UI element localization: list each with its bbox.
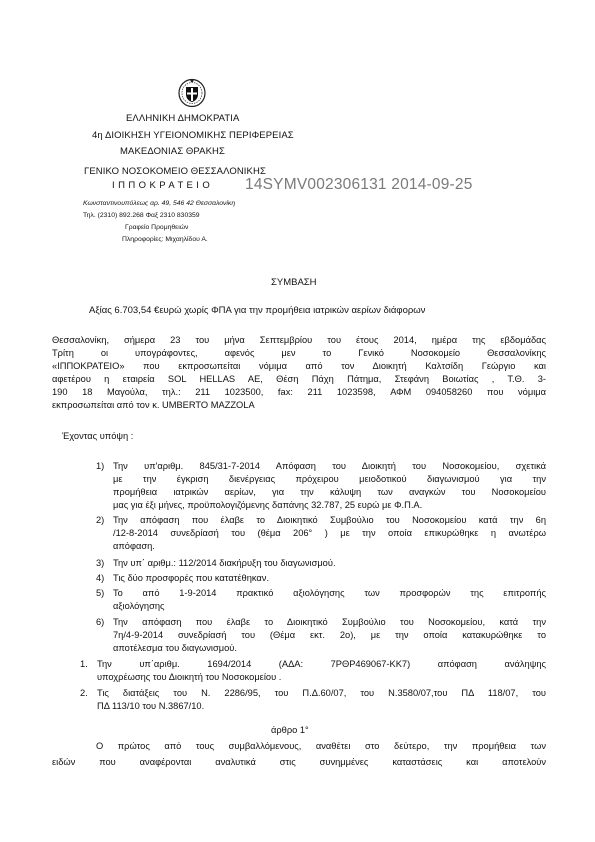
item-line: Την υπ΄ αριθμ.: 112/2014 διακήρυξη του διαγωνισμού. [113, 558, 336, 568]
document-title: ΣΥΜΒΑΣΗ [271, 277, 317, 288]
hospital-phone: Τηλ. (2310) 892.268 Φαξ 2310 830359 [83, 212, 200, 219]
intro-line: Τρίτη οι υπογράφοντες, αφενός μεν το Γενικό Νοσοκομείο Θεσσαλονίκης [52, 348, 546, 358]
item-line: Την απόφαση που έλαβε το Διοικητικό Συμβούλιο του Νοσοκομείου, κατά την [113, 617, 546, 627]
intro-line: Θεσσαλονίκη, σήμερα 23 του μήνα Σεπτεμβρίου του έτους 2014, ημέρα της εβδομάδας [52, 335, 546, 345]
item-line: ΠΔ 113/10 του Ν.3867/10. [97, 701, 205, 711]
item-line: Τις διατάξεις του Ν. 2286/95, του Π.Δ.60/07, του Ν.3580/07,του ΠΔ 118/07, του [97, 688, 546, 698]
region-heading: ΜΑΚΕΔΟΝΙΑΣ ΘΡΑΚΗΣ [120, 146, 225, 157]
greek-state-emblem-icon [177, 76, 207, 108]
intro-line: 190 18 Μαγούλα, τηλ.: 211 1023500, fax: 211 1023598, ΑΦΜ 094058260 που νόμιμα [52, 387, 546, 397]
item-line: Την απόφαση που έλαβε το Διοικητικό Συμβούλιο του Νοσοκομείου κατά την 6η [113, 515, 546, 525]
item-number: 4) [96, 573, 105, 583]
contract-subject: Αξίας 6.703,54 €ευρώ χωρίς ΦΠΑ για την προμήθεια ιατρικών αερίων διάφορων [89, 305, 426, 316]
contact-info: Πληροφορίες: Μιχαηλίδου Α. [122, 236, 208, 243]
intro-line: αφετέρου η εταιρεία SOL HELLAS AE, Θέση Πάχη Πάτημα, Στεφάνη Βοιωτίας , Τ.Θ. 3- [52, 374, 546, 384]
item-number: 5) [96, 588, 105, 598]
item-line: /12-8-2014 συνεδρίασή του (θέμα 206° ) με την οποία επικυρώθηκε η ανωτέρω [113, 528, 546, 538]
item-line: μας για έξι μήνες, προϋπολογιζόμενης δαπάνης 32.787, 25 ευρώ με Φ.Π.Α. [113, 500, 423, 510]
item-line: Την υπ΄αριθμ. 1694/2014 (ΑΔΑ: 7ΡΘΡ469067-ΚΚ7) απόφαση ανάληψης [97, 659, 546, 669]
item-number: 6) [96, 617, 105, 627]
article-heading: άρθρο 1° [271, 725, 309, 735]
considering-heading: Έχοντας υπόψη : [62, 431, 134, 441]
intro-line: «ΙΠΠΟΚΡΑΤΕΙΟ» που εκπροσωπείται νόμιμα από τον Διοικητή Καλτσίδη Γεώργιο και [52, 361, 546, 371]
hospital-name: Ι Π Π Ο Κ Ρ Α Τ Ε Ι Ο [112, 180, 211, 191]
item-number: 2. [80, 688, 88, 698]
item-number: 3) [96, 558, 105, 568]
republic-heading: ΕΛΛΗΝΙΚΗ ΔΗΜΟΚΡΑΤΙΑ [126, 113, 240, 124]
item-number: 1) [96, 461, 105, 471]
item-line: με την έγκριση διενέργειας πρόχειρου μειοδοτικού διαγωνισμού για την [113, 474, 546, 484]
hospital-address: Κωνσταντινουπόλεως αρ. 49, 546 42 Θεσσαλονίκη [83, 200, 236, 207]
item-line: προμήθεια ιατρικών αερίων, για την κάλυψη των αναγκών του Νοσοκομείου [113, 487, 546, 497]
item-line: υποχρέωσης του Διοικητή του Νοσοκομείου . [97, 672, 282, 682]
item-line: Την υπ'αριθμ. 845/31-7-2014 Απόφαση του Διοικητή του Νοσοκομείου, σχετικά [113, 461, 546, 471]
item-line: αξιολόγησης [113, 601, 165, 611]
item-line: Το από 1-9-2014 πρακτικό αξιολόγησης των προσφορών της επιτροπής [113, 588, 546, 598]
article-line: Ο πρώτος από τους συμβαλλόμενους, αναθέτει στο δεύτερο, την προμήθεια των [96, 741, 546, 751]
item-number: 2) [96, 515, 105, 525]
intro-line: εκπροσωπείται από τον κ. UMBERTO MAZZOLA [52, 400, 255, 410]
item-line: αποτέλεσμα του διαγωνισμού. [113, 643, 237, 653]
item-number: 1. [80, 659, 88, 669]
authority-heading: 4η ΔΙΟΙΚΗΣΗ ΥΓΕΙΟΝΟΜΙΚΗΣ ΠΕΡΙΦΕΡΕΙΑΣ [92, 130, 294, 141]
item-line: 7η/4-9-2014 συνεδρίασή του (Θέμα εκτ. 2ο), με την οποία κατακυρώθηκε το [113, 630, 546, 640]
item-line: απόφαση. [113, 541, 155, 551]
article-line: ειδών που αναφέρονται αναλυτικά στις συνημμένες καταστάσεις και αποτελούν [52, 757, 546, 767]
procurement-office: Γραφείο Προμηθειών [125, 224, 189, 231]
item-line: Τις δύο προσφορές που κατατέθηκαν. [113, 573, 270, 583]
hospital-heading: ΓΕΝΙΚΟ ΝΟΣΟΚΟΜΕΙΟ ΘΕΣΣΑΛΟΝΙΚΗΣ [84, 166, 266, 177]
registry-stamp: 14SYMV002306131 2014-09-25 [245, 176, 473, 193]
